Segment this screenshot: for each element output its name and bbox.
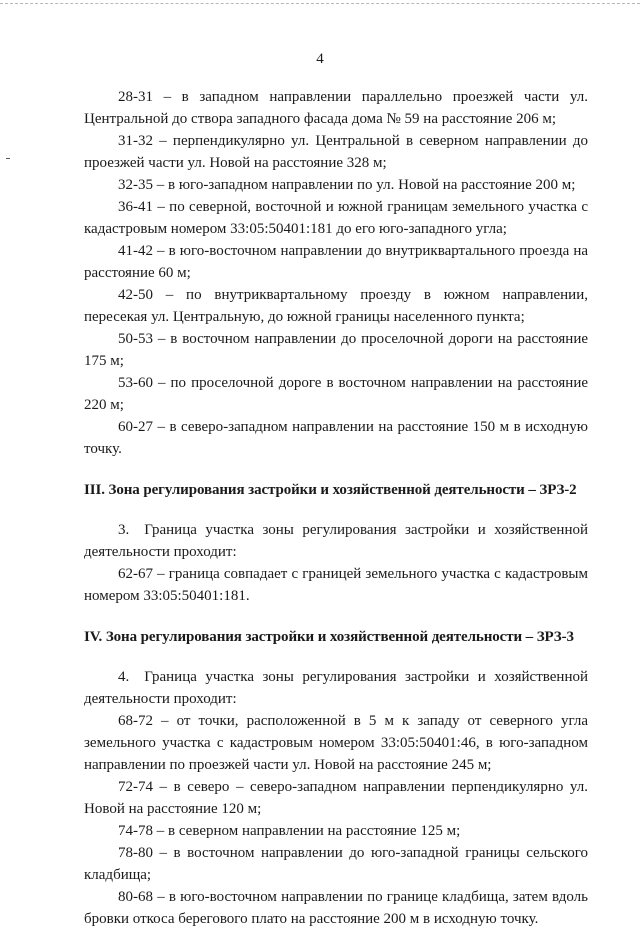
boundary-paragraph: 60-27 – в северо-западном направлении на расстояние 150 м в исходную точку. [84, 419, 588, 457]
boundary-paragraph: 31-32 – перпендикулярно ул. Центральной в северном направлении до проезжей части ул. Новой на расстояние 328 м; [84, 133, 588, 171]
spacer [84, 501, 588, 519]
boundary-paragraph: 36-41 – по северной, восточной и южной границам земельного участка с кадастровым номером 33:05:50401:181 до его юго-западного угла; [84, 199, 588, 237]
boundary-paragraph: 53-60 – по проселочной дороге в восточном направлении на расстояние 220 м; [84, 375, 588, 413]
spacer [84, 648, 588, 666]
section-intro: 3. Граница участка зоны регулирования застройки и хозяйственной деятельности проходит: [84, 522, 588, 560]
scan-edge-line [0, 3, 640, 4]
boundary-paragraph: 32-35 – в юго-западном направлении по ул. Новой на расстояние 200 м; [118, 177, 576, 193]
boundary-paragraph: 80-68 – в юго-восточном направлении по границе кладбища, затем вдоль бровки откоса берегового плато на расстояние 200 м в исходную точку. [84, 889, 588, 927]
section-intro: 4. Граница участка зоны регулирования застройки и хозяйственной деятельности проходит: [84, 669, 588, 707]
boundary-paragraph: 50-53 – в восточном направлении до проселочной дороги на расстояние 175 м; [84, 331, 588, 369]
scan-mark [6, 158, 10, 159]
document-body [84, 86, 588, 930]
spacer [84, 460, 588, 479]
section-heading-zrz-2: III. Зона регулирования застройки и хозяйственной деятельности – ЗРЗ-2 [84, 482, 577, 498]
spacer [84, 607, 588, 626]
boundary-paragraph: 42-50 – по внутриквартальному проезду в южном направлении, пересекая ул. Центральную, до южной границы населенного пункта; [84, 287, 588, 325]
boundary-paragraph: 68-72 – от точки, расположенной в 5 м к западу от северного угла земельного участка с кадастровым номером 33:05:50401:46, в юго-западном направлении по проезжей части ул. Новой на расстояние 245 м; [84, 713, 588, 773]
section-heading-zrz-3: IV. Зона регулирования застройки и хозяйственной деятельности – ЗРЗ-3 [84, 629, 574, 645]
boundary-paragraph: 74-78 – в северном направлении на расстояние 125 м; [118, 823, 461, 839]
boundary-paragraph: 78-80 – в восточном направлении до юго-западной границы сельского кладбища; [84, 845, 588, 883]
boundary-paragraph: 62-67 – граница совпадает с границей земельного участка с кадастровым номером 33:05:50401:181. [84, 566, 588, 604]
boundary-paragraph: 72-74 – в северо – северо-западном направлении перпендикулярно ул. Новой на расстояние 120 м; [84, 779, 588, 817]
boundary-paragraph: 41-42 – в юго-восточном направлении до внутриквартального проезда на расстояние 60 м; [84, 243, 588, 281]
boundary-paragraph: 28-31 – в западном направлении параллельно проезжей части ул. Центральной до створа западного фасада дома № 59 на расстояние 206 м; [84, 89, 588, 127]
page-number: 4 [316, 51, 324, 67]
